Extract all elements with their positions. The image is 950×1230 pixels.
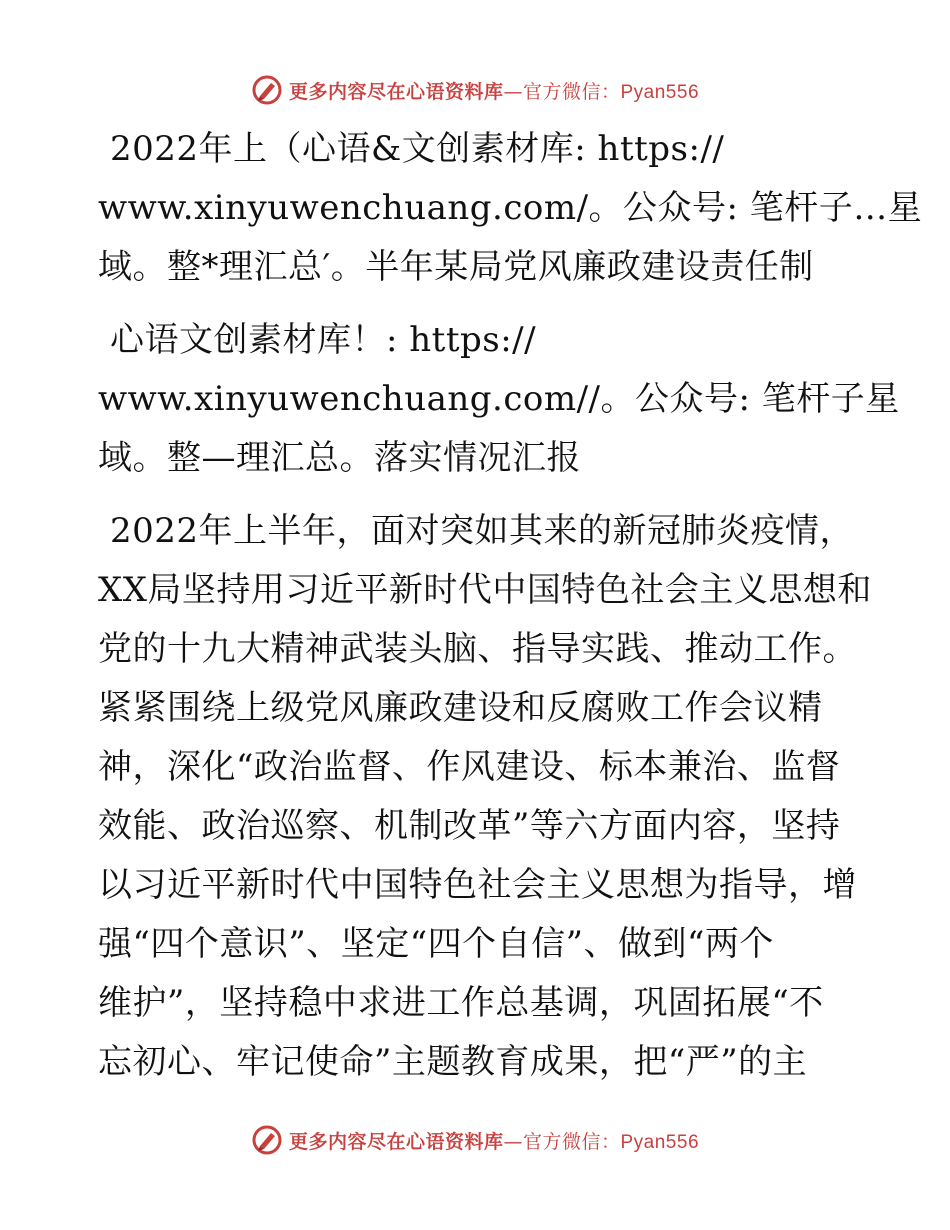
pen-logo-icon bbox=[251, 1124, 283, 1156]
watermark-text bbox=[289, 77, 699, 104]
paragraph-line: 紧紧围绕上级党风廉政建设和反腐败工作会议精 bbox=[98, 688, 823, 728]
title-line: 心语文创素材库！: https:// bbox=[110, 320, 537, 360]
title-line: 2022年上（心语&文创素材库: https:// bbox=[110, 129, 725, 169]
watermark-main: 更多内容尽在心语资料库 bbox=[288, 1130, 504, 1153]
paragraph-line: 强“四个意识”、坚定“四个自信”、做到“两个 bbox=[98, 924, 774, 964]
paragraph-line: 以习近平新时代中国特色社会主义思想为指导，增 bbox=[98, 865, 857, 905]
watermark-banner-bottom bbox=[0, 1120, 950, 1160]
watermark-wechat-label: 官方微信： bbox=[522, 1130, 621, 1153]
paragraph-line: 党的十九大精神武装头脑、指导实践、推动工作。 bbox=[98, 629, 857, 669]
watermark-text bbox=[289, 1127, 699, 1154]
title-line: 域。整—理汇总。落实情况汇报 bbox=[98, 438, 581, 478]
paragraph-line: 忘初心、牢记使命”主题教育成果，把“严”的主 bbox=[98, 1042, 808, 1082]
watermark-wechat-id: Pyan556 bbox=[620, 81, 700, 103]
document-body bbox=[98, 120, 923, 1092]
title-block-1 bbox=[98, 120, 923, 297]
title-line: www.xinyuwenchuang.com//。公众号: 笔杆子星 bbox=[98, 379, 900, 419]
watermark-wechat-id: Pyan556 bbox=[620, 1131, 700, 1153]
paragraph-line: 效能、政治巡察、机制改革”等六方面内容，坚持 bbox=[98, 806, 841, 846]
watermark-wechat-label: 官方微信： bbox=[522, 80, 621, 103]
watermark-separator: — bbox=[503, 80, 523, 103]
title-line: 域。整*理汇总′。半年某局党风廉政建设责任制 bbox=[98, 247, 814, 287]
watermark-separator: — bbox=[503, 1130, 523, 1153]
body-paragraph bbox=[98, 502, 872, 1092]
title-line: www.xinyuwenchuang.com/。公众号: 笔杆子…星 bbox=[98, 188, 923, 228]
paragraph-line: XX局坚持用习近平新时代中国特色社会主义思想和 bbox=[98, 570, 872, 610]
paragraph-line: 2022年上半年，面对突如其来的新冠肺炎疫情， bbox=[110, 511, 855, 551]
pen-logo-icon bbox=[251, 74, 283, 106]
title-block-2 bbox=[98, 311, 900, 488]
watermark-main: 更多内容尽在心语资料库 bbox=[288, 80, 504, 103]
paragraph-line: 维护”，坚持稳中求进工作总基调，巩固拓展“不 bbox=[98, 983, 824, 1023]
watermark-banner-top bbox=[0, 70, 950, 110]
paragraph-line: 神，深化“政治监督、作风建设、标本兼治、监督 bbox=[98, 747, 841, 787]
